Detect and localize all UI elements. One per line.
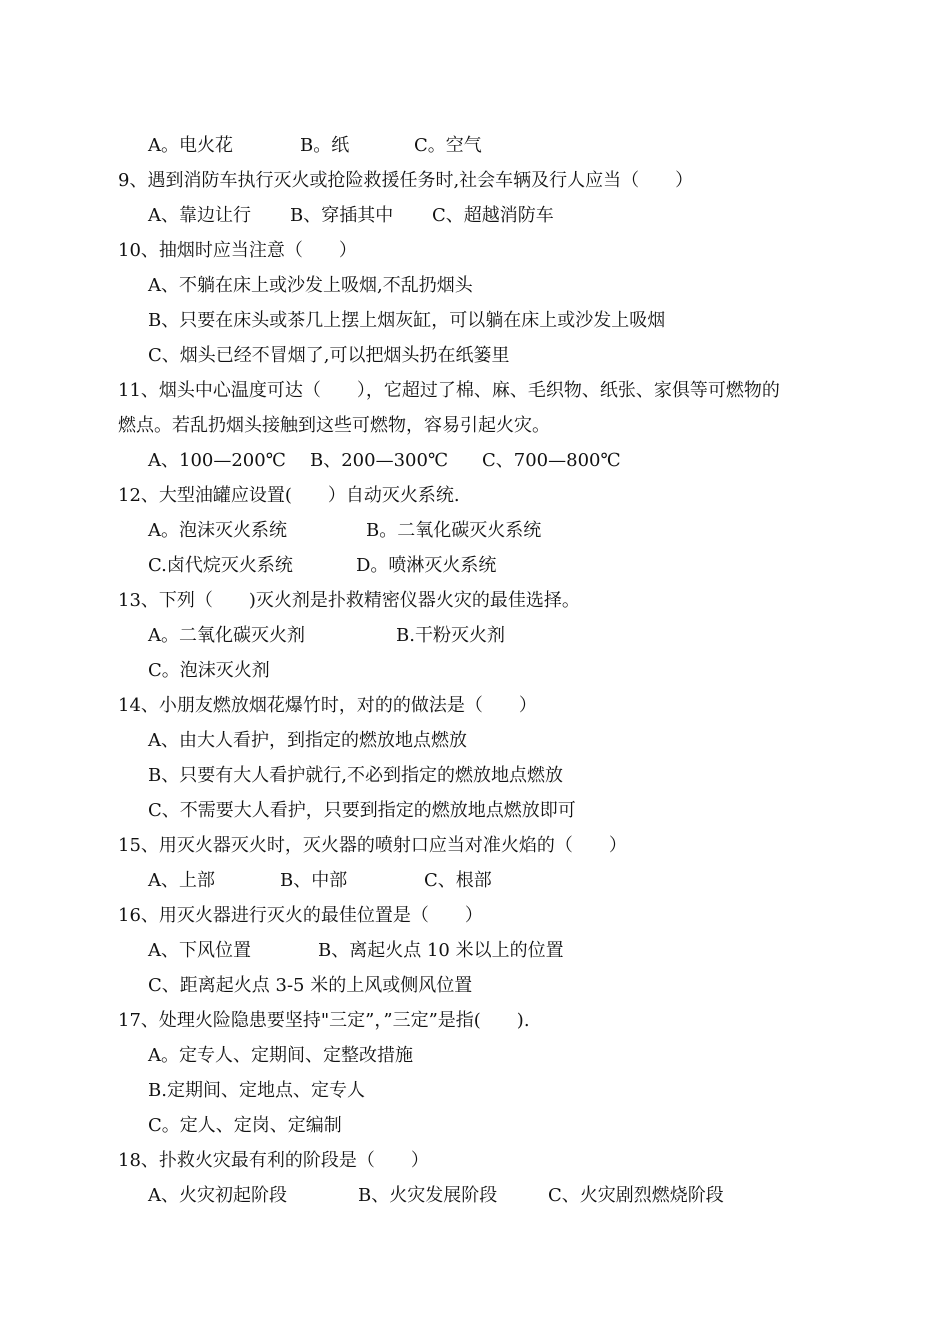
- q9-stem: 9、遇到消防车执行灭火或抢险救援任务时,社会车辆及行人应当（ ）: [118, 170, 694, 191]
- q11-stem-line2: 燃点。若乱扔烟头接触到这些可燃物，容易引起火灾。: [118, 415, 550, 436]
- q16-option-c: C、距离起火点 3-5 米的上风或侧风位置: [148, 975, 473, 996]
- q10-option-c: C、烟头已经不冒烟了,可以把烟头扔在纸篓里: [148, 345, 510, 366]
- q13-stem: 13、下列（ )灭火剂是扑救精密仪器火灾的最佳选择。: [118, 590, 580, 611]
- q16-option-a: A、下风位置: [148, 940, 251, 961]
- q9-option-a: A、靠边让行: [148, 205, 251, 226]
- q15-option-c: C、根部: [424, 870, 492, 891]
- q12-option-b: B。二氧化碳灭火系统: [366, 520, 542, 541]
- q14-stem: 14、小朋友燃放烟花爆竹时，对的的做法是（ ）: [118, 695, 537, 716]
- q18-option-c: C、火灾剧烈燃烧阶段: [548, 1185, 724, 1206]
- q17-option-a: A。定专人、定期间、定整改措施: [148, 1045, 413, 1066]
- q17-stem: 17、处理火险隐患要坚持"三定”，”三定”是指( ).: [118, 1010, 530, 1031]
- q8-option-c: C。空气: [414, 135, 482, 156]
- q12-option-d: D。喷淋灭火系统: [356, 555, 497, 576]
- q11-option-b: B、200—300℃: [310, 450, 449, 471]
- q15-stem: 15、用灭火器灭火时，灭火器的喷射口应当对准火焰的（ ）: [118, 835, 627, 856]
- q13-option-c: C。泡沫灭火剂: [148, 660, 270, 681]
- q18-stem: 18、扑救火灾最有利的阶段是（ ）: [118, 1150, 429, 1171]
- q18-option-a: A、火灾初起阶段: [148, 1185, 287, 1206]
- q11-option-c: C、700—800℃: [482, 450, 621, 471]
- q17-option-c: C。定人、定岗、定编制: [148, 1115, 342, 1136]
- q11-option-a: A、100—200℃: [148, 450, 286, 471]
- q17-option-b: B.定期间、定地点、定专人: [148, 1080, 365, 1101]
- q18-option-b: B、火灾发展阶段: [358, 1185, 498, 1206]
- q11-stem-line1: 11、烟头中心温度可达（ ），它超过了棉、麻、毛织物、纸张、家俱等可燃物的: [118, 380, 780, 401]
- q10-stem: 10、抽烟时应当注意（ ）: [118, 240, 357, 261]
- q8-option-a: A。电火花: [148, 135, 233, 156]
- q16-stem: 16、用灭火器进行灭火的最佳位置是（ ）: [118, 905, 483, 926]
- q12-option-a: A。泡沫灭火系统: [148, 520, 287, 541]
- q13-option-b: B.干粉灭火剂: [396, 625, 505, 646]
- q8-option-b: B。纸: [300, 135, 350, 156]
- q9-option-b: B、穿插其中: [290, 205, 394, 226]
- q14-option-b: B、只要有大人看护就行,不必到指定的燃放地点燃放: [148, 765, 563, 786]
- q14-option-a: A、由大人看护，到指定的燃放地点燃放: [148, 730, 467, 751]
- q15-option-b: B、中部: [280, 870, 348, 891]
- q14-option-c: C、不需要大人看护，只要到指定的燃放地点燃放即可: [148, 800, 576, 821]
- q10-option-b: B、只要在床头或茶几上摆上烟灰缸，可以躺在床上或沙发上吸烟: [148, 310, 666, 331]
- q15-option-a: A、上部: [148, 870, 215, 891]
- q16-option-b: B、离起火点 10 米以上的位置: [318, 940, 564, 961]
- q10-option-a: A、不躺在床上或沙发上吸烟,不乱扔烟头: [148, 275, 473, 296]
- q12-stem: 12、大型油罐应设置( ）自动灭火系统.: [118, 485, 460, 506]
- q13-option-a: A。二氧化碳灭火剂: [148, 625, 305, 646]
- q9-option-c: C、超越消防车: [432, 205, 554, 226]
- q12-option-c: C.卤代烷灭火系统: [148, 555, 293, 576]
